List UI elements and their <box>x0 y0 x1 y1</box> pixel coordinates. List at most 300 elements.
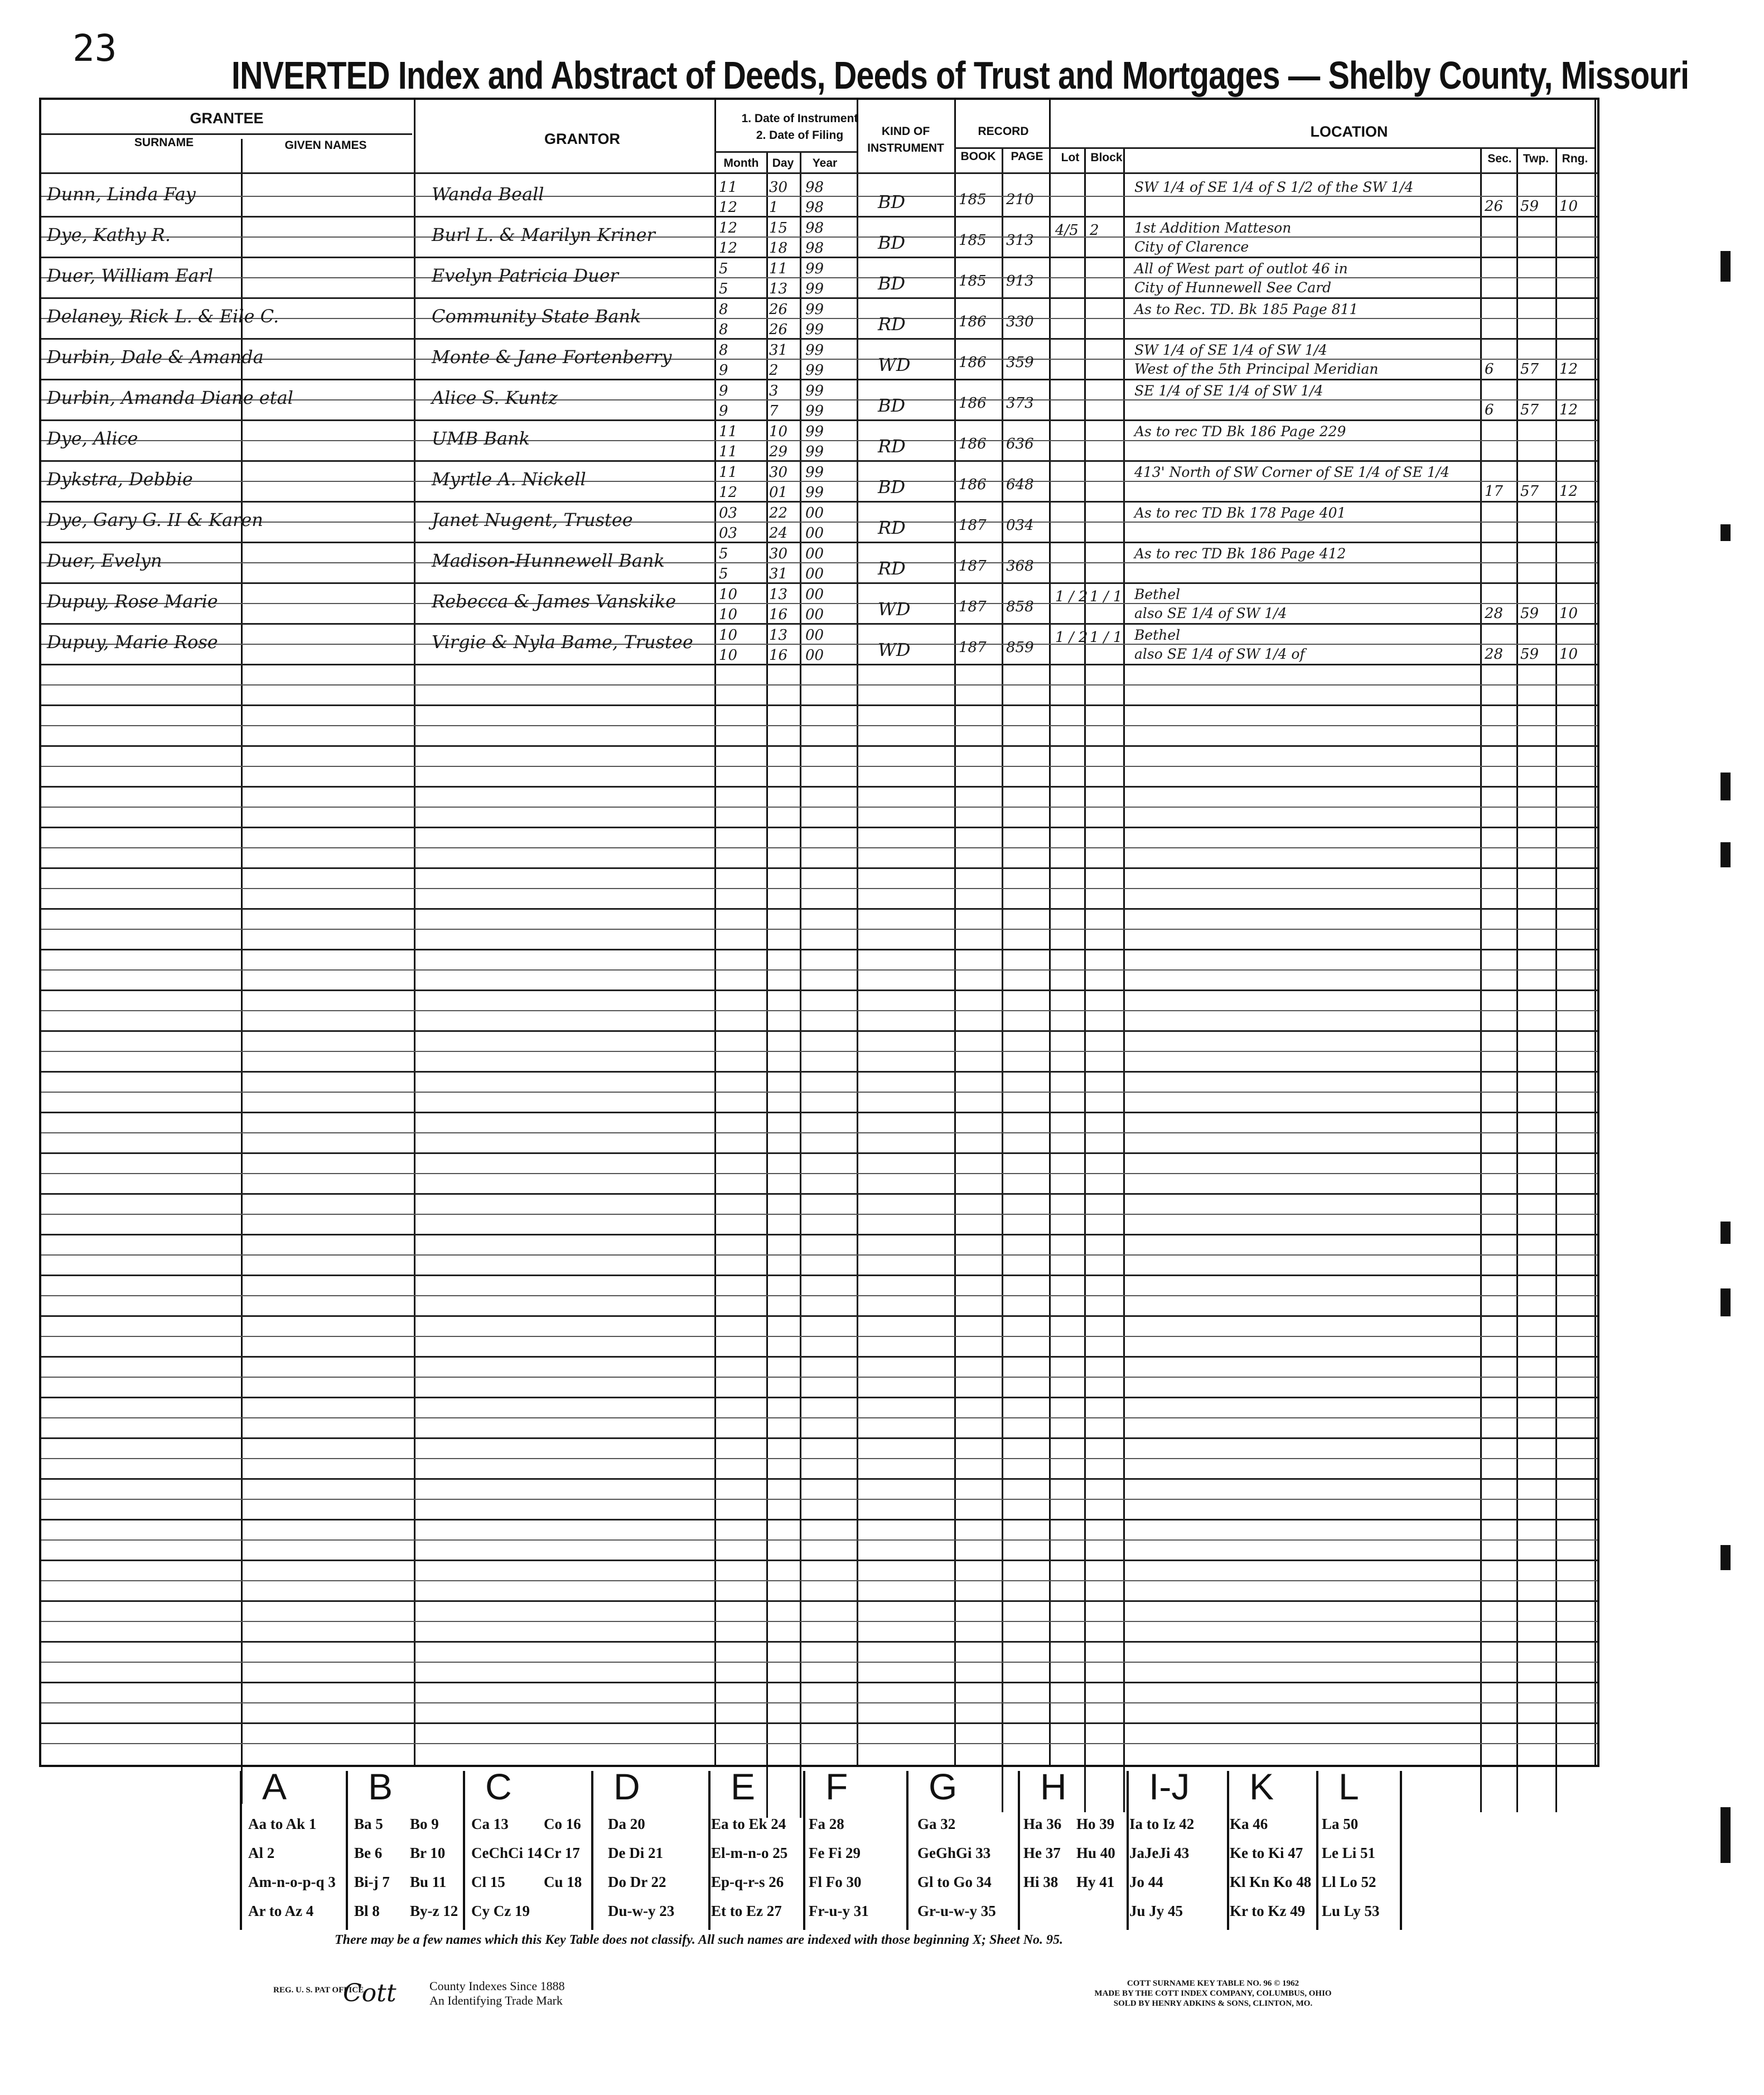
key-cell: De Di 21 <box>608 1845 663 1861</box>
section: 17 <box>1485 483 1504 500</box>
row-rule <box>41 908 1597 910</box>
section: 28 <box>1485 605 1504 622</box>
record-page: 368 <box>1006 558 1034 575</box>
location-line-1: As to rec TD Bk 186 Page 412 <box>1134 546 1346 562</box>
instrument-month: 8 <box>719 301 728 318</box>
township: 57 <box>1520 402 1539 418</box>
instrument-year: 99 <box>805 342 824 359</box>
range: 10 <box>1559 605 1578 622</box>
header-rule <box>41 133 412 135</box>
row-rule <box>41 1152 1597 1154</box>
row-rule <box>41 1295 1597 1296</box>
row-rule <box>41 1173 1597 1174</box>
block-header: Block <box>1090 151 1123 164</box>
key-cell: Fr-u-y 31 <box>809 1903 869 1919</box>
filing-year: 99 <box>805 362 824 379</box>
row-rule <box>41 827 1597 828</box>
grantor-name: Community State Bank <box>432 306 641 327</box>
book-header: BOOK <box>960 150 996 163</box>
row-rule <box>41 1275 1597 1276</box>
row-rule <box>41 1051 1597 1052</box>
grantor-name: Virgie & Nyla Bame, Trustee <box>432 631 693 653</box>
key-cell: Hy 41 <box>1076 1874 1115 1890</box>
row-rule <box>41 1254 1597 1256</box>
row-rule <box>41 460 1597 462</box>
filing-year: 00 <box>805 566 824 582</box>
row-rule <box>41 419 1597 421</box>
row-rule <box>41 338 1597 340</box>
record-page: 858 <box>1006 598 1034 615</box>
margin-tab-marker <box>1720 1288 1731 1316</box>
grantor-header: GRANTOR <box>544 131 620 147</box>
row-rule <box>41 379 1597 380</box>
lot-header: Lot <box>1061 151 1080 164</box>
instrument-year: 99 <box>805 423 824 440</box>
instrument-kind: WD <box>878 639 911 660</box>
grantor-name: Rebecca & James Vanskike <box>432 591 676 612</box>
township: 59 <box>1520 198 1539 215</box>
filing-day: 13 <box>769 281 788 297</box>
key-column-divider <box>1400 1771 1402 1930</box>
instrument-kind: WD <box>878 354 911 375</box>
record-page: 034 <box>1006 517 1034 534</box>
location-line-1: Bethel <box>1134 627 1181 643</box>
section: 6 <box>1485 361 1494 378</box>
record-book: 187 <box>959 558 987 575</box>
key-letter: K <box>1249 1766 1274 1807</box>
row-rule <box>41 1580 1597 1581</box>
row-rule <box>41 1539 1597 1541</box>
instrument-kind: RD <box>878 436 906 457</box>
key-cell: He 37 <box>1023 1845 1061 1861</box>
instrument-year: 98 <box>805 220 824 236</box>
key-column-divider <box>1018 1771 1020 1930</box>
grantor-name: UMB Bank <box>432 428 530 449</box>
row-rule <box>41 745 1597 747</box>
margin-tab-marker <box>1720 773 1731 800</box>
row-rule <box>41 1132 1597 1133</box>
header-bottom-rule <box>41 172 1597 174</box>
col-divider <box>1480 147 1482 1812</box>
row-rule <box>41 1112 1597 1113</box>
instrument-day: 30 <box>769 546 788 562</box>
row-rule <box>41 807 1597 808</box>
key-cell: Ea to Ek 24 <box>711 1816 786 1832</box>
surname-header: SURNAME <box>134 136 194 149</box>
key-cell: Ga 32 <box>917 1816 956 1832</box>
instrument-kind: WD <box>878 598 911 620</box>
key-cell: Ka 46 <box>1230 1816 1268 1832</box>
range: 12 <box>1559 483 1578 500</box>
key-cell: Br 10 <box>410 1845 446 1861</box>
location-line-1: SW 1/4 of SE 1/4 of SW 1/4 <box>1134 342 1327 358</box>
reg-mark: REG. U. S. PAT OFFICE <box>273 1986 364 1995</box>
margin-tab-marker <box>1720 251 1731 282</box>
location-line-2: also SE 1/4 of SW 1/4 of <box>1134 646 1305 662</box>
grantor-name: Myrtle A. Nickell <box>432 469 586 490</box>
row-rule <box>41 1560 1597 1561</box>
location-line-2: City of Clarence <box>1134 239 1249 255</box>
sec-header: Sec. <box>1487 152 1512 165</box>
month-header: Month <box>723 157 759 170</box>
row-rule <box>41 297 1597 299</box>
instrument-month: 11 <box>719 423 738 440</box>
instrument-day: 10 <box>769 423 788 440</box>
key-letter: E <box>731 1766 756 1807</box>
key-cell: Du-w-y 23 <box>608 1903 675 1919</box>
row-rule <box>41 1478 1597 1480</box>
key-letter: D <box>613 1766 640 1807</box>
row-rule <box>41 1193 1597 1195</box>
filing-month: 9 <box>719 403 728 419</box>
row-rule <box>41 867 1597 869</box>
key-cell: Bi-j 7 <box>354 1874 390 1890</box>
instrument-day: 13 <box>769 586 788 603</box>
filing-month: 12 <box>719 484 738 501</box>
row-rule <box>41 766 1597 767</box>
filing-day: 18 <box>769 240 788 257</box>
key-column-divider <box>1316 1771 1318 1930</box>
key-cell: Ca 13 <box>471 1816 509 1832</box>
location-line-2: also SE 1/4 of SW 1/4 <box>1134 605 1287 621</box>
filing-month: 5 <box>719 281 728 297</box>
row-rule <box>41 1519 1597 1520</box>
row-rule <box>41 929 1597 930</box>
block-number: 1 / 1 <box>1090 629 1123 646</box>
instrument-day: 22 <box>769 505 788 522</box>
key-cell: Jo 44 <box>1129 1874 1163 1890</box>
range: 10 <box>1559 198 1578 215</box>
key-cell: CeChCi 14 <box>471 1845 542 1861</box>
surname-key-table <box>240 1766 1400 1930</box>
col-divider <box>1555 147 1557 1812</box>
lot-number: 1 / 2 <box>1055 588 1088 605</box>
key-cell: Ll Lo 52 <box>1322 1874 1376 1890</box>
row-rule <box>41 257 1597 258</box>
grantee-header: GRANTEE <box>190 110 264 127</box>
key-cell: Da 20 <box>608 1816 645 1832</box>
filing-year: 99 <box>805 321 824 338</box>
grantor-name: Janet Nugent, Trustee <box>432 509 633 530</box>
grantor-name: Evelyn Patricia Duer <box>432 265 618 286</box>
col-divider <box>954 100 956 1765</box>
block-number: 2 <box>1090 222 1099 239</box>
lot-number: 4/5 <box>1055 222 1079 239</box>
col-divider <box>857 100 858 1765</box>
header-rule <box>954 147 1594 149</box>
instrument-year: 99 <box>805 260 824 277</box>
township: 59 <box>1520 646 1539 663</box>
row-rule <box>41 1417 1597 1418</box>
row-rule <box>41 623 1597 625</box>
range: 12 <box>1559 402 1578 418</box>
record-page: 859 <box>1006 639 1034 656</box>
instrument-month: 11 <box>719 464 738 481</box>
instrument-day: 15 <box>769 220 788 236</box>
record-book: 186 <box>959 313 987 330</box>
instrument-kind: BD <box>878 476 906 498</box>
filing-day: 1 <box>769 199 779 216</box>
record-header: RECORD <box>978 125 1029 138</box>
key-cell: La 50 <box>1322 1816 1359 1832</box>
page-header: PAGE <box>1011 150 1043 163</box>
filing-day: 26 <box>769 321 788 338</box>
key-cell: Fa 28 <box>809 1816 844 1832</box>
row-rule <box>41 1682 1597 1683</box>
filing-month: 11 <box>719 443 738 460</box>
date-filing-header: 2. Date of Filing <box>756 129 844 142</box>
cott-signature-logo: Cott <box>343 1979 397 2007</box>
grantee-name: Dye, Alice <box>47 428 138 449</box>
row-rule <box>41 1214 1597 1215</box>
record-book: 186 <box>959 395 987 412</box>
row-rule <box>41 1397 1597 1398</box>
col-divider <box>714 100 716 1765</box>
key-cell: Ho 39 <box>1076 1816 1115 1832</box>
filing-day: 31 <box>769 566 788 582</box>
key-cell: GeGhGi 33 <box>917 1845 991 1861</box>
row-rule <box>41 969 1597 971</box>
filing-month: 9 <box>719 362 728 379</box>
row-rule <box>41 1600 1597 1602</box>
instrument-month: 5 <box>719 260 728 277</box>
key-letter: B <box>368 1766 393 1807</box>
instrument-day: 13 <box>769 627 788 644</box>
row-rule <box>41 949 1597 950</box>
key-cell: Cr 17 <box>544 1845 580 1861</box>
filing-year: 99 <box>805 281 824 297</box>
location-line-1: As to rec TD Bk 178 Page 401 <box>1134 505 1346 521</box>
location-line-1: 413' North of SW Corner of SE 1/4 of SE 1/4 <box>1134 464 1450 480</box>
key-cell: Fl Fo 30 <box>809 1874 862 1890</box>
key-cell: Bl 8 <box>354 1903 380 1919</box>
instrument-year: 98 <box>805 179 824 196</box>
grantee-name: Durbin, Amanda Diane etal <box>47 387 293 408</box>
record-page: 313 <box>1006 232 1034 249</box>
instrument-month: 11 <box>719 179 738 196</box>
key-column-divider <box>1127 1771 1129 1930</box>
instrument-day: 3 <box>769 383 779 399</box>
location-line-1: As to Rec. TD. Bk 185 Page 811 <box>1134 301 1359 317</box>
row-rule <box>41 1315 1597 1317</box>
key-cell: Ia to Iz 42 <box>1129 1816 1195 1832</box>
instrument-day: 31 <box>769 342 788 359</box>
instrument-kind: BD <box>878 395 906 416</box>
filing-month: 12 <box>719 199 738 216</box>
page-number: 23 <box>73 27 117 70</box>
row-rule <box>41 847 1597 848</box>
key-column-divider <box>906 1771 908 1930</box>
grantee-name: Dykstra, Debbie <box>47 469 193 490</box>
footer-tagline-2: An Identifying Trade Mark <box>429 1993 563 2007</box>
instrument-kind: BD <box>878 232 906 253</box>
key-cell: Cy Cz 19 <box>471 1903 530 1919</box>
row-rule <box>41 684 1597 686</box>
row-rule <box>41 1234 1597 1235</box>
grantor-name: Monte & Jane Fortenberry <box>432 346 672 368</box>
filing-year: 99 <box>805 484 824 501</box>
row-rule <box>41 1702 1597 1703</box>
filing-year: 99 <box>805 403 824 419</box>
ledger-table <box>39 98 1599 1767</box>
instrument-year: 99 <box>805 464 824 481</box>
key-column-divider <box>240 1771 242 1930</box>
range: 10 <box>1559 646 1578 663</box>
row-rule <box>41 1377 1597 1378</box>
day-header: Day <box>772 157 794 170</box>
row-rule <box>41 704 1597 706</box>
key-cell: Ba 5 <box>354 1816 383 1832</box>
row-rule <box>41 1662 1597 1663</box>
col-divider <box>1002 147 1003 1812</box>
location-line-1: 1st Addition Matteson <box>1134 220 1292 236</box>
key-column-divider <box>346 1771 348 1930</box>
row-rule <box>41 888 1597 889</box>
instrument-day: 30 <box>769 179 788 196</box>
key-cell: Ar to Az 4 <box>248 1903 314 1919</box>
grantor-name: Madison-Hunnewell Bank <box>432 550 665 571</box>
footer-copyright-2: MADE BY THE COTT INDEX COMPANY, COLUMBUS, OHIO <box>1094 1989 1332 1998</box>
key-letter: A <box>262 1766 287 1807</box>
year-header: Year <box>812 157 838 170</box>
location-line-2: City of Hunnewell See Card <box>1134 279 1332 296</box>
row-rule <box>41 1030 1597 1032</box>
instrument-day: 11 <box>769 260 788 277</box>
filing-year: 99 <box>805 443 824 460</box>
row-rule <box>41 582 1597 584</box>
col-divider <box>1594 100 1596 1765</box>
filing-month: 10 <box>719 647 738 664</box>
row-rule <box>41 542 1597 543</box>
instrument-year: 00 <box>805 505 824 522</box>
filing-year: 98 <box>805 199 824 216</box>
key-cell: Ju Jy 45 <box>1129 1903 1183 1919</box>
row-rule <box>41 786 1597 788</box>
filing-month: 03 <box>719 525 738 542</box>
grantee-name: Dupuy, Rose Marie <box>47 591 218 612</box>
page-title: INVERTED Index and Abstract of Deeds, Deeds of Trust and Mortgages — Shelby County, Missouri <box>231 54 1689 97</box>
township: 59 <box>1520 605 1539 622</box>
key-column-divider <box>803 1771 805 1930</box>
key-cell: Hi 38 <box>1023 1874 1059 1890</box>
instrument-month: 12 <box>719 220 738 236</box>
row-rule <box>41 1641 1597 1643</box>
instrument-month: 10 <box>719 627 738 644</box>
key-cell: Co 16 <box>544 1816 581 1832</box>
section: 26 <box>1485 198 1504 215</box>
key-cell: Am-n-o-p-q 3 <box>248 1874 336 1890</box>
location-line-1: SE 1/4 of SE 1/4 of SW 1/4 <box>1134 383 1323 399</box>
col-divider <box>1123 147 1125 1812</box>
kind-header: KIND OF <box>881 125 930 138</box>
filing-year: 00 <box>805 606 824 623</box>
record-page: 373 <box>1006 395 1034 412</box>
key-column-divider <box>708 1771 711 1930</box>
location-line-2: West of the 5th Principal Meridian <box>1134 361 1379 377</box>
row-rule <box>41 1071 1597 1073</box>
key-cell: Bu 11 <box>410 1874 447 1890</box>
row-rule <box>41 1437 1597 1439</box>
location-header: LOCATION <box>1310 123 1388 140</box>
row-rule <box>41 1458 1597 1459</box>
instrument-day: 26 <box>769 301 788 318</box>
key-table-note: There may be a few names which this Key Table does not classify. All such names are indexed with those beginning X; Sheet No. 95. <box>335 1933 1064 1947</box>
given-names-header: GIVEN NAMES <box>284 139 367 152</box>
row-rule <box>41 1722 1597 1724</box>
record-book: 186 <box>959 476 987 493</box>
township: 57 <box>1520 483 1539 500</box>
record-page: 636 <box>1006 436 1034 452</box>
record-book: 185 <box>959 232 987 249</box>
key-cell: Cu 18 <box>544 1874 582 1890</box>
instrument-month: 8 <box>719 342 728 359</box>
row-rule <box>41 664 1597 665</box>
row-rule <box>41 1010 1597 1011</box>
footer-copyright-3: SOLD BY HENRY ADKINS & SONS, CLINTON, MO. <box>1113 1999 1313 2008</box>
date-instrument-header: 1. Date of Instrument <box>741 112 858 125</box>
record-book: 187 <box>959 517 987 534</box>
margin-tab-marker <box>1720 842 1731 867</box>
row-rule <box>41 725 1597 726</box>
filing-day: 29 <box>769 443 788 460</box>
margin-tab-marker <box>1720 524 1731 541</box>
filing-month: 8 <box>719 321 728 338</box>
row-rule <box>41 989 1597 991</box>
grantee-name: Dunn, Linda Fay <box>47 184 196 205</box>
section: 6 <box>1485 402 1494 418</box>
col-divider <box>1084 147 1086 1812</box>
key-cell: Be 6 <box>354 1845 383 1861</box>
key-cell: El-m-n-o 25 <box>711 1845 788 1861</box>
instrument-year: 00 <box>805 586 824 603</box>
margin-tab-marker <box>1720 1807 1731 1863</box>
key-column-divider <box>591 1771 593 1930</box>
key-cell: Kl Kn Ko 48 <box>1230 1874 1312 1890</box>
key-cell: Aa to Ak 1 <box>248 1816 317 1832</box>
grantee-name: Duer, William Earl <box>47 265 214 286</box>
key-cell: Gr-u-w-y 35 <box>917 1903 996 1919</box>
key-column-divider <box>463 1771 465 1930</box>
key-cell: Kr to Kz 49 <box>1230 1903 1306 1919</box>
filing-year: 00 <box>805 647 824 664</box>
col-divider <box>766 153 768 1818</box>
instrument-month: 03 <box>719 505 738 522</box>
key-letter: L <box>1338 1766 1359 1807</box>
filing-day: 24 <box>769 525 788 542</box>
row-rule <box>41 1092 1597 1093</box>
instrument-year: 00 <box>805 546 824 562</box>
row-rule <box>41 1621 1597 1622</box>
margin-tab-marker <box>1720 1222 1731 1244</box>
key-cell: Bo 9 <box>410 1816 439 1832</box>
instrument-year: 00 <box>805 627 824 644</box>
key-cell: Ke to Ki 47 <box>1230 1845 1303 1861</box>
instrument-month: 9 <box>719 383 728 399</box>
location-line-1: As to rec TD Bk 186 Page 229 <box>1134 423 1346 440</box>
location-line-1: All of West part of outlot 46 in <box>1134 260 1348 277</box>
grantor-name: Burl L. & Marilyn Kriner <box>432 224 655 245</box>
row-rule <box>41 501 1597 503</box>
record-page: 210 <box>1006 191 1034 208</box>
row-rule <box>41 1499 1597 1500</box>
filing-day: 16 <box>769 606 788 623</box>
key-cell: Et to Ez 27 <box>711 1903 782 1919</box>
instrument-kind: RD <box>878 313 906 335</box>
key-cell: Lu Ly 53 <box>1322 1903 1380 1919</box>
township: 57 <box>1520 361 1539 378</box>
col-divider <box>1516 147 1518 1812</box>
filing-day: 2 <box>769 362 779 379</box>
